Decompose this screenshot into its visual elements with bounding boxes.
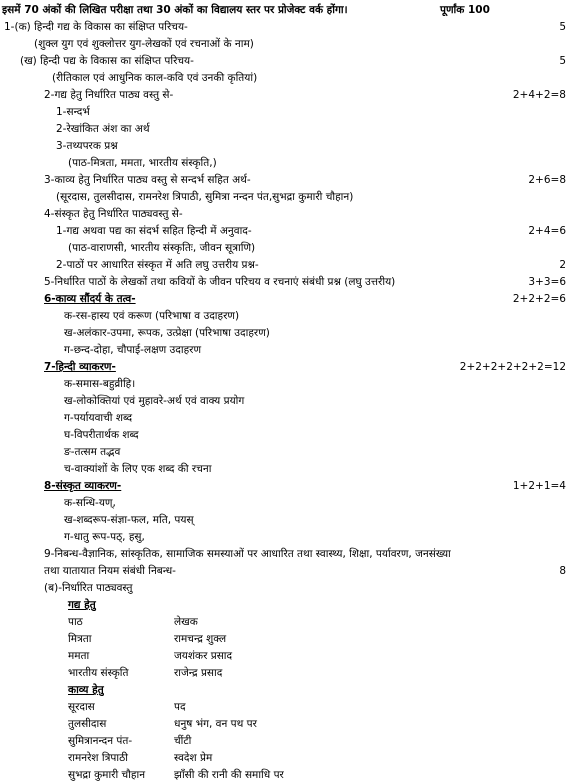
syllabus-line: [0, 189, 582, 206]
line-text: 8-संस्कृत व्याकरण-: [44, 480, 122, 492]
line-marks: 2+6=8: [528, 174, 566, 186]
syllabus-line: [0, 563, 582, 580]
table-row: [0, 733, 582, 750]
line-marks: 2: [559, 259, 566, 271]
syllabus-line: [0, 291, 582, 308]
table-row: [0, 614, 582, 631]
line-text: ङ-तत्सम तद्भव: [64, 446, 121, 458]
syllabus-line: [0, 461, 582, 478]
row-author: रामचन्द्र शुक्ल: [174, 633, 227, 645]
row-author: लेखक: [174, 616, 198, 628]
line-text: 4-संस्कृत हेतु निर्धारित पाठ्यवस्तु से-: [44, 208, 183, 220]
syllabus-line: [0, 376, 582, 393]
line-text: (शुक्ल युग एवं शुक्लोत्तर युग-लेखकों एवं रचनाओं के नाम): [34, 38, 254, 50]
syllabus-line: [0, 478, 582, 495]
syllabus-line: [0, 240, 582, 257]
line-text: 3-तथ्यपरक प्रश्न: [56, 140, 118, 152]
row-author: पद: [174, 701, 186, 713]
table-row: [0, 716, 582, 733]
row-author: जयशंकर प्रसाद: [174, 650, 233, 662]
table-row: [0, 699, 582, 716]
line-text: 1-सन्दर्भ: [56, 106, 90, 118]
line-text: क-सन्धि-यण्,: [64, 497, 116, 509]
table-row: [0, 750, 582, 767]
row-title: पाठ: [68, 616, 83, 628]
syllabus-line: [0, 580, 582, 597]
row-author: धनुष भंग, वन पथ पर: [174, 718, 257, 730]
line-text: 2-गद्य हेतु निर्धारित पाठ्य वस्तु से-: [44, 89, 174, 101]
line-text: 6-काव्य सौंदर्य के तत्व-: [44, 293, 136, 305]
row-title: तुलसीदास: [68, 718, 107, 730]
line-text: 1-गद्य अथवा पद्य का संदर्भ सहित हिन्दी में अनुवाद-: [56, 225, 252, 237]
syllabus-line: [0, 155, 582, 172]
line-marks: 1+2+1=4: [512, 480, 566, 492]
syllabus-line: [0, 104, 582, 121]
syllabus-line: [0, 393, 582, 410]
line-text: क-रस-हास्य एवं करूण (परिभाषा व उदाहरण): [64, 310, 240, 322]
line-text: 7-हिन्दी व्याकरण-: [44, 361, 116, 373]
syllabus-line: [0, 444, 582, 461]
row-title: मित्रता: [68, 633, 92, 645]
line-marks: 5: [559, 21, 566, 33]
table-row: [0, 648, 582, 665]
line-text: (रीतिकाल एवं आधुनिक काल-कवि एवं उनकी कृतियां): [52, 72, 258, 84]
syllabus-line: [0, 546, 582, 563]
syllabus-line: [0, 53, 582, 70]
syllabus-line: [0, 325, 582, 342]
line-text: ख-अलंकार-उपमा, रूपक, उत्प्रेक्षा (परिभाषा उदाहरण): [64, 327, 270, 339]
syllabus-line: [0, 121, 582, 138]
row-author: झाँसी की रानी की समाधि पर: [174, 769, 284, 781]
row-title: सुमित्रानन्दन पंत-: [68, 735, 133, 747]
syllabus-line: [0, 342, 582, 359]
line-text: ख-लोकोक्तियां एवं मुहावरे-अर्थ एवं वाक्य प्रयोग: [64, 395, 245, 407]
gadya-heading-row: [0, 597, 582, 614]
line-text: क-समास-बहुव्रीहि।: [64, 378, 136, 390]
syllabus-line: [0, 274, 582, 291]
header-text: इसमें 70 अंकों की लिखित परीक्षा तथा 30 अंकों का विद्यालय स्तर पर प्रोजेक्ट वर्क होंगा।: [2, 4, 348, 16]
line-marks: 2+2+2+2+2+2=12: [459, 361, 566, 373]
gadya-heading: गद्य हेतु: [68, 599, 96, 611]
line-text: 5-निर्धारित पाठों के लेखकों तथा कवियों के जीवन परिचय व रचनाएं संबंधी प्रश्न (लघु उत्तरीय): [44, 276, 396, 288]
syllabus-line: [0, 206, 582, 223]
table-row: [0, 767, 582, 784]
syllabus-line: [0, 87, 582, 104]
line-text: 2-रेखांकित अंश का अर्थ: [56, 123, 150, 135]
line-marks: 2+4=6: [528, 225, 566, 237]
table-row: [0, 665, 582, 682]
syllabus-line: [0, 138, 582, 155]
line-text: (सूरदास, तुलसीदास, रामनरेश त्रिपाठी, सुमित्रा नन्दन पंत,सुभद्रा कुमारी चौहान): [56, 191, 354, 203]
line-text: ग-पर्यायवाची शब्द: [64, 412, 133, 424]
line-marks: 3+3=6: [528, 276, 566, 288]
row-title: सूरदास: [68, 701, 95, 713]
line-text: ग-धातु रूप-पठ्, हसु,: [64, 531, 145, 543]
line-text: (पाठ-मित्रता, ममता, भारतीय संस्कृति,): [68, 157, 217, 169]
row-author: राजेन्द्र प्रसाद: [174, 667, 223, 679]
row-title: भारतीय संस्कृति: [68, 667, 129, 679]
syllabus-line: [0, 427, 582, 444]
line-marks: 2+2+2=6: [512, 293, 566, 305]
line-text: 2-पाठों पर आधारित संस्कृत में अति लघु उत्तरीय प्रश्न-: [56, 259, 259, 271]
syllabus-line: [0, 359, 582, 376]
row-title: ममता: [68, 650, 90, 662]
line-text: 1-(क) हिन्दी गद्य के विकास का संक्षिप्त परिचय-: [4, 21, 188, 33]
syllabus-line: [0, 512, 582, 529]
line-text: तथा यातायात नियम संबंधी निबन्ध-: [44, 565, 176, 577]
total-marks: पूर्णांक 100: [440, 4, 490, 16]
line-text: च-वाक्यांशों के लिए एक शब्द की रचना: [64, 463, 212, 475]
line-marks: 2+4+2=8: [512, 89, 566, 101]
line-text: (ब)-निर्धारित पाठ्यवस्तु: [44, 582, 133, 594]
syllabus-line: [0, 410, 582, 427]
row-author: चींटी: [174, 735, 192, 747]
syllabus-line: [0, 223, 582, 240]
document-header: [0, 2, 582, 19]
line-text: घ-विपरीतार्थक शब्द: [64, 429, 139, 441]
kavya-heading: काव्य हेतु: [68, 684, 104, 696]
line-marks: 5: [559, 55, 566, 67]
row-title: सुभद्रा कुमारी चौहान: [68, 769, 146, 781]
line-text: 3-काव्य हेतु निर्धारित पाठ्य वस्तु से सन्दर्भ सहित अर्थ-: [44, 174, 251, 186]
syllabus-line: [0, 36, 582, 53]
table-row: [0, 631, 582, 648]
syllabus-line: [0, 308, 582, 325]
row-title: रामनरेश त्रिपाठी: [68, 752, 128, 764]
line-text: (पाठ-वाराणसी, भारतीय संस्कृतिः, जीवन सूत्राणि): [68, 242, 256, 254]
kavya-heading-row: [0, 682, 582, 699]
line-text: (ख) हिन्दी पद्य के विकास का संक्षिप्त परिचय-: [20, 55, 194, 67]
row-author: स्वदेश प्रेम: [174, 752, 213, 764]
line-text: 9-निबन्ध-वैज्ञानिक, सांस्कृतिक, सामाजिक समस्याओं पर आधारित तथा स्वास्थ्य, शिक्षा, पर्यावरण, जनसंख्या: [44, 548, 451, 560]
syllabus-line: [0, 529, 582, 546]
syllabus-line: [0, 495, 582, 512]
line-text: ख-शब्दरूप-संज्ञा-फल, मति, पयस्: [64, 514, 194, 526]
syllabus-line: [0, 257, 582, 274]
line-text: ग-छन्द-दोहा, चौपाई-लक्षण उदाहरण: [64, 344, 202, 356]
syllabus-line: [0, 172, 582, 189]
syllabus-line: [0, 70, 582, 87]
syllabus-line: [0, 19, 582, 36]
line-marks: 8: [559, 565, 566, 577]
